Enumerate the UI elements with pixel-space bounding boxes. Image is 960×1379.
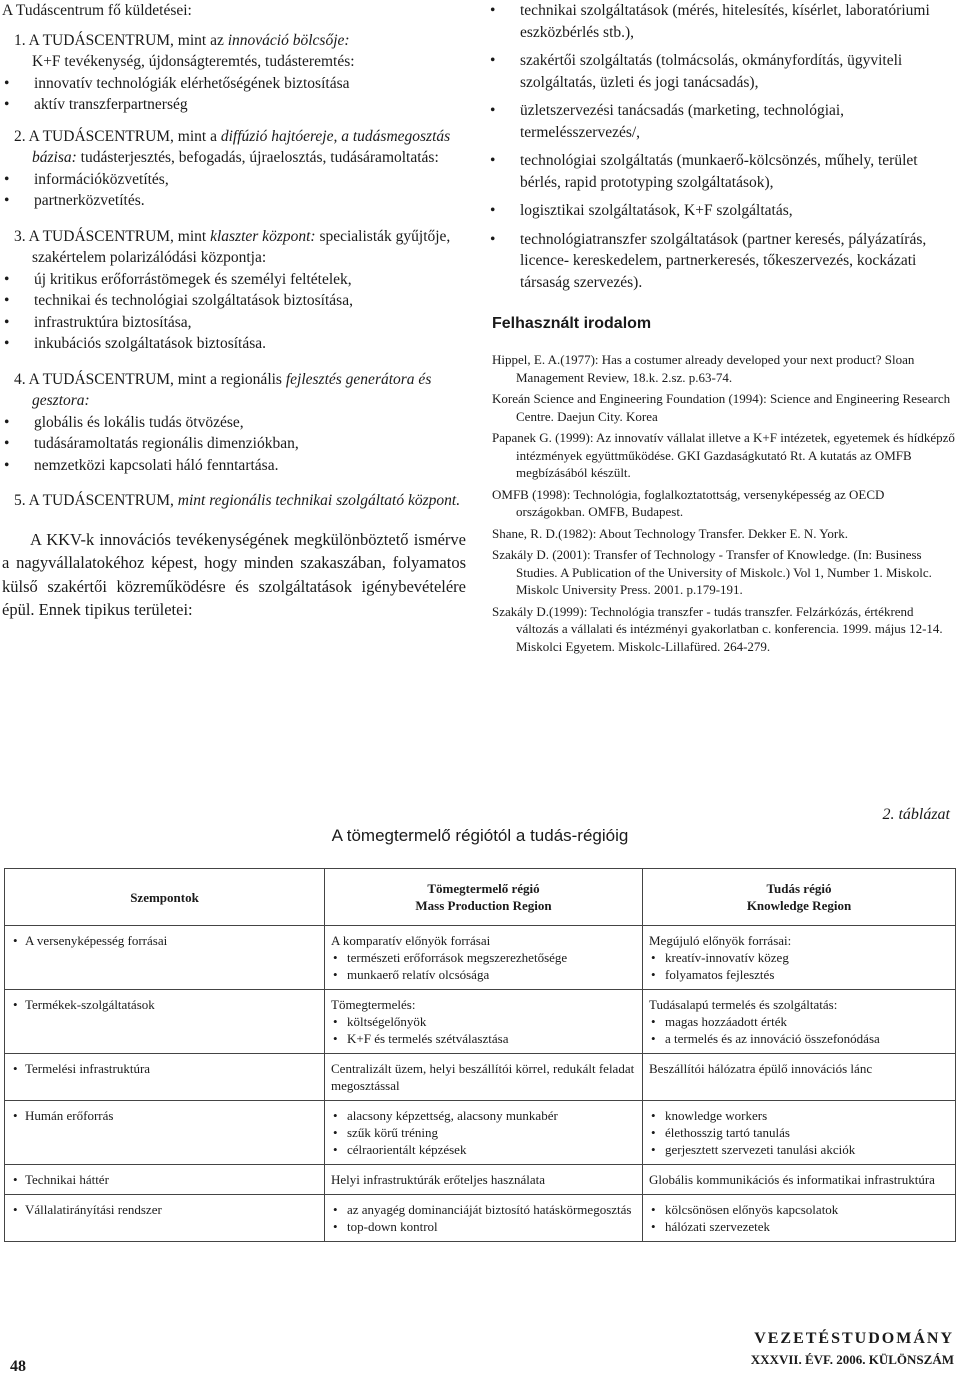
mission-5-em: mint regionális technikai szolgáltató központ. (177, 492, 461, 509)
table-row (5, 926, 956, 990)
knowledge-region-cell (643, 1165, 956, 1195)
mission-5-num: 5. (14, 492, 29, 509)
reference-item: Koreán Science and Engineering Foundation (1994): Science and Engineering Research Centre. Daejun City. Korea (492, 391, 951, 424)
mission-1-lead: A TUDÁSCENTRUM, mint az (28, 31, 228, 49)
cell-bullet-item: • K+F és termelés szétválasztása (331, 1030, 636, 1047)
aspect-label: • Termékek-szolgáltatások (11, 996, 318, 1013)
page-number: 48 (10, 1358, 26, 1375)
header-knowledge-region (643, 869, 956, 926)
cell-bullet-item: • költségelőnyök (331, 1013, 636, 1030)
cell-heading: Tömegtermelés: (331, 997, 416, 1012)
mission-4-bullets (2, 412, 466, 477)
table-row (5, 1054, 956, 1101)
cell-bullet-item: • alacsony képzettség, alacsony munkabér (331, 1107, 636, 1124)
cell-heading: Megújuló előnyök forrásai: (649, 933, 792, 948)
mission-bullet-item: • nemzetközi kapcsolati háló fenntartása. (2, 455, 466, 477)
header-mass-production (325, 869, 643, 926)
references-heading: Felhasznált irodalom (492, 315, 652, 332)
missions-heading: A Tudáscentrum fő küldetései: (2, 2, 192, 19)
mission-4 (2, 369, 466, 477)
mass-production-cell (325, 1101, 643, 1165)
service-area-item: • szakértői szolgáltatás (tolmácsolás, okmányfordítás, ügyviteli szolgáltatás, üzleti és jogi tanácsadás), (488, 50, 956, 93)
cell-bullet-item: • természeti erőforrások megszerezhetősége (331, 949, 636, 966)
mission-3-title (2, 226, 466, 269)
mass-production-cell (325, 1195, 643, 1242)
mass-production-cell (325, 990, 643, 1054)
cell-bullet-item: • munkaerő relatív olcsósága (331, 966, 636, 983)
cell-bullet-item: • folyamatos fejlesztés (649, 966, 949, 983)
comparison-table (4, 868, 956, 1242)
table-row (5, 1165, 956, 1195)
mission-bullet-item: • infrastruktúra biztosítása, (2, 312, 466, 334)
mission-4-title (2, 369, 466, 412)
mission-2-rest: tudásterjesztés, befogadás, újraelosztás, tudásáramoltatás: (76, 149, 439, 166)
left-column (2, 0, 466, 638)
knowledge-region-cell (643, 990, 956, 1054)
table-header-row (5, 869, 956, 926)
mission-4-lead: A TUDÁSCENTRUM, mint a regionális (28, 370, 286, 388)
service-area-item: • üzletszervezési tanácsadás (marketing, technológiai, termelésszervezés/, (488, 100, 956, 143)
mission-3-rest: specialisták gyűjtője, szakértelem polarizálódási központja: (32, 227, 451, 266)
cell-bullet-item: • élethosszig tartó tanulás (649, 1124, 949, 1141)
table-title: A tömegtermelő régiótól a tudás-régióig (331, 826, 629, 845)
mission-bullet-item: • tudásáramoltatás regionális dimenziókban, (2, 433, 466, 455)
aspect-cell (5, 1165, 325, 1195)
aspect-label: • Technikai háttér (11, 1171, 318, 1188)
header-label-hu: Tudás régió (766, 881, 832, 896)
mission-bullet-item: • aktív transzferpartnerség (2, 94, 466, 116)
mission-1 (2, 30, 466, 116)
cell-bullet-item: • top-down kontrol (331, 1218, 636, 1235)
mission-bullet-item: • innovatív technológiák elérhetőségének biztosítása (2, 73, 466, 95)
cell-heading: A komparatív előnyök forrásai (331, 933, 491, 948)
mission-bullet-item: • információközvetítés, (2, 169, 466, 191)
knowledge-region-cell (643, 1101, 956, 1165)
cell-heading: Centralizált üzem, helyi beszállítói körrel, redukált feladat megosztással (331, 1061, 635, 1093)
mission-3-num: 3. (14, 227, 29, 245)
mass-production-cell (325, 926, 643, 990)
aspect-cell (5, 1195, 325, 1242)
mission-2-lead: A TUDÁSCENTRUM, mint a (28, 127, 221, 145)
mission-2-num: 2. (14, 127, 29, 145)
cell-bullet-item: • knowledge workers (649, 1107, 949, 1124)
journal-footer (751, 1330, 954, 1368)
reference-item: Szakály D. (2001): Transfer of Technology - Transfer of Knowledge. (In: Business Studies. A Publication of the University of Miskolc.) Vol 1, Number 1. Miskolc. Miskolc University Press. 2001. p.179-191. (492, 547, 932, 597)
mission-3 (2, 226, 466, 355)
knowledge-region-cell (643, 926, 956, 990)
mission-5-title (2, 490, 466, 512)
cell-bullet-item: • hálózati szervezetek (649, 1218, 949, 1235)
service-area-item: • technológiatranszfer szolgáltatások (partner keresés, pályázatírás, licence- kereskedelem, partnerkeresés, tőkeszervezés, kockázati társaság szervezés). (488, 229, 956, 294)
header-label-en: Mass Production Region (415, 898, 552, 913)
service-areas-list (488, 0, 956, 293)
reference-item: Hippel, E. A.(1977): Has a costumer already developed your next product? Sloan Management Review, 18.k. 2.sz. p.63-74. (492, 352, 915, 385)
mission-bullet-item: • technikai és technológiai szolgáltatások biztosítása, (2, 290, 466, 312)
header-label-en: Knowledge Region (746, 898, 852, 913)
mission-1-rest: K+F tevékenység, újdonságteremtés, tudásteremtés: (32, 53, 355, 70)
journal-title: VEZETÉSTUDOMÁNY (754, 1330, 954, 1347)
mission-5 (2, 490, 466, 512)
cell-bullet-item: • szűk körű tréning (331, 1124, 636, 1141)
knowledge-region-cell (643, 1054, 956, 1101)
cell-bullet-item: • a termelés és az innováció összefonódása (649, 1030, 949, 1047)
table-row (5, 1195, 956, 1242)
table-number: 2. táblázat (882, 806, 950, 823)
cell-heading: Globális kommunikációs és informatikai infrastruktúra (649, 1172, 935, 1187)
service-area-item: • technikai szolgáltatások (mérés, hitelesítés, kísérlet, laboratóriumi eszközbérlés stb.), (488, 0, 956, 43)
header-label-hu: Tömegtermelő régió (427, 881, 540, 896)
journal-issue: XXXVII. ÉVF. 2006. KÜLÖNSZÁM (750, 1352, 954, 1367)
service-area-item: • technológiai szolgáltatás (munkaerő-kölcsönzés, műhely, terület bérlés, rapid prototyping szolgáltatások), (488, 150, 956, 193)
mission-bullet-item: • új kritikus erőforrástömegek és személyi feltételek, (2, 269, 466, 291)
cell-bullet-item: • kölcsönösen előnyös kapcsolatok (649, 1201, 949, 1218)
service-area-item: • logisztikai szolgáltatások, K+F szolgáltatás, (488, 200, 956, 222)
mission-3-lead: A TUDÁSCENTRUM, mint (28, 227, 211, 245)
aspect-cell (5, 1101, 325, 1165)
cell-bullet-item: • magas hozzáadott érték (649, 1013, 949, 1030)
mission-1-title (2, 30, 466, 52)
mass-production-cell (325, 1165, 643, 1195)
aspect-cell (5, 990, 325, 1054)
mission-bullet-item: • partnerközvetítés. (2, 190, 466, 212)
cell-heading: Tudásalapú termelés és szolgáltatás: (649, 997, 838, 1012)
aspect-label: • Vállalatirányítási rendszer (11, 1201, 318, 1218)
reference-item: OMFB (1998): Technológia, foglalkoztatottság, versenyképesség az OECD országokban. OMFB, Budapest. (492, 486, 885, 519)
reference-item: Papanek G. (1999): Az innovatív vállalat illetve a K+F intézetek, egyetemek és hídképző intézmények együttműködése. GKI Gazdaságkutató Rt. A kutatás az OMFB megbízásából készült. (492, 430, 955, 480)
mission-1-bullets (2, 73, 466, 116)
header-aspects: Szempontok (5, 869, 325, 926)
mission-2 (2, 126, 466, 212)
cell-bullet-item: • célraorientált képzések (331, 1141, 636, 1158)
kkv-intro-paragraph: A KKV-k innovációs tevékenységének megkülönböztető ismérve a nagyvállalatokéhoz képest, hogy minden szakaszában, folyamatos külső szakértői közreműködésre és szolgáltatások igénybevételére épül. Ennek tipikus területei: (2, 529, 466, 619)
mission-2-em: diffúzió hajtóereje, a tudásmegosztás bázisa: (32, 127, 451, 166)
cell-heading: Helyi infrastruktúrák erőteljes használata (331, 1172, 546, 1187)
cell-bullet-item: • kreatív-innovatív közeg (649, 949, 949, 966)
references-list (488, 351, 956, 655)
aspect-label: • Termelési infrastruktúra (11, 1060, 318, 1077)
reference-item: Shane, R. D.(1982): About Technology Transfer. Dekker E. N. York. (492, 525, 848, 541)
table-row (5, 990, 956, 1054)
mission-2-bullets (2, 169, 466, 212)
right-column (488, 0, 956, 659)
mission-1-em: innováció bölcsője: (227, 31, 350, 49)
aspect-label: • Humán erőforrás (11, 1107, 318, 1124)
aspect-label: • A versenyképesség forrásai (11, 932, 318, 949)
mission-2-title (2, 126, 466, 169)
table-row (5, 1101, 956, 1165)
mission-4-num: 4. (14, 370, 29, 388)
mission-3-bullets (2, 269, 466, 355)
cell-bullet-item: • gerjesztett szervezeti tanulási akciók (649, 1141, 949, 1158)
mission-3-em: klaszter központ: (210, 227, 316, 245)
mission-4-em: fejlesztés generátora és gesztora: (32, 370, 432, 409)
mission-bullet-item: • inkubációs szolgáltatások biztosítása. (2, 333, 466, 355)
knowledge-region-cell (643, 1195, 956, 1242)
mass-production-cell (325, 1054, 643, 1101)
reference-item: Szakály D.(1999): Technológia transzfer - tudás transzfer. Felzárkózás, értékrend változás a vállalati és intézményi gyakorlatban c. konferencia. 1999. május 12-14. Miskolci Egyetem. Miskolc-Lillafüred. 264-279. (492, 603, 943, 654)
aspect-cell (5, 926, 325, 990)
mission-1-num: 1. (14, 31, 29, 49)
cell-bullet-item: • az anyagég dominanciáját biztosító hatáskörmegosztás (331, 1201, 636, 1218)
mission-bullet-item: • globális és lokális tudás ötvözése, (2, 412, 466, 434)
aspect-cell (5, 1054, 325, 1101)
cell-heading: Beszállítói hálózatra épülő innovációs lánc (649, 1061, 873, 1076)
mission-5-lead: A TUDÁSCENTRUM, (28, 492, 178, 509)
